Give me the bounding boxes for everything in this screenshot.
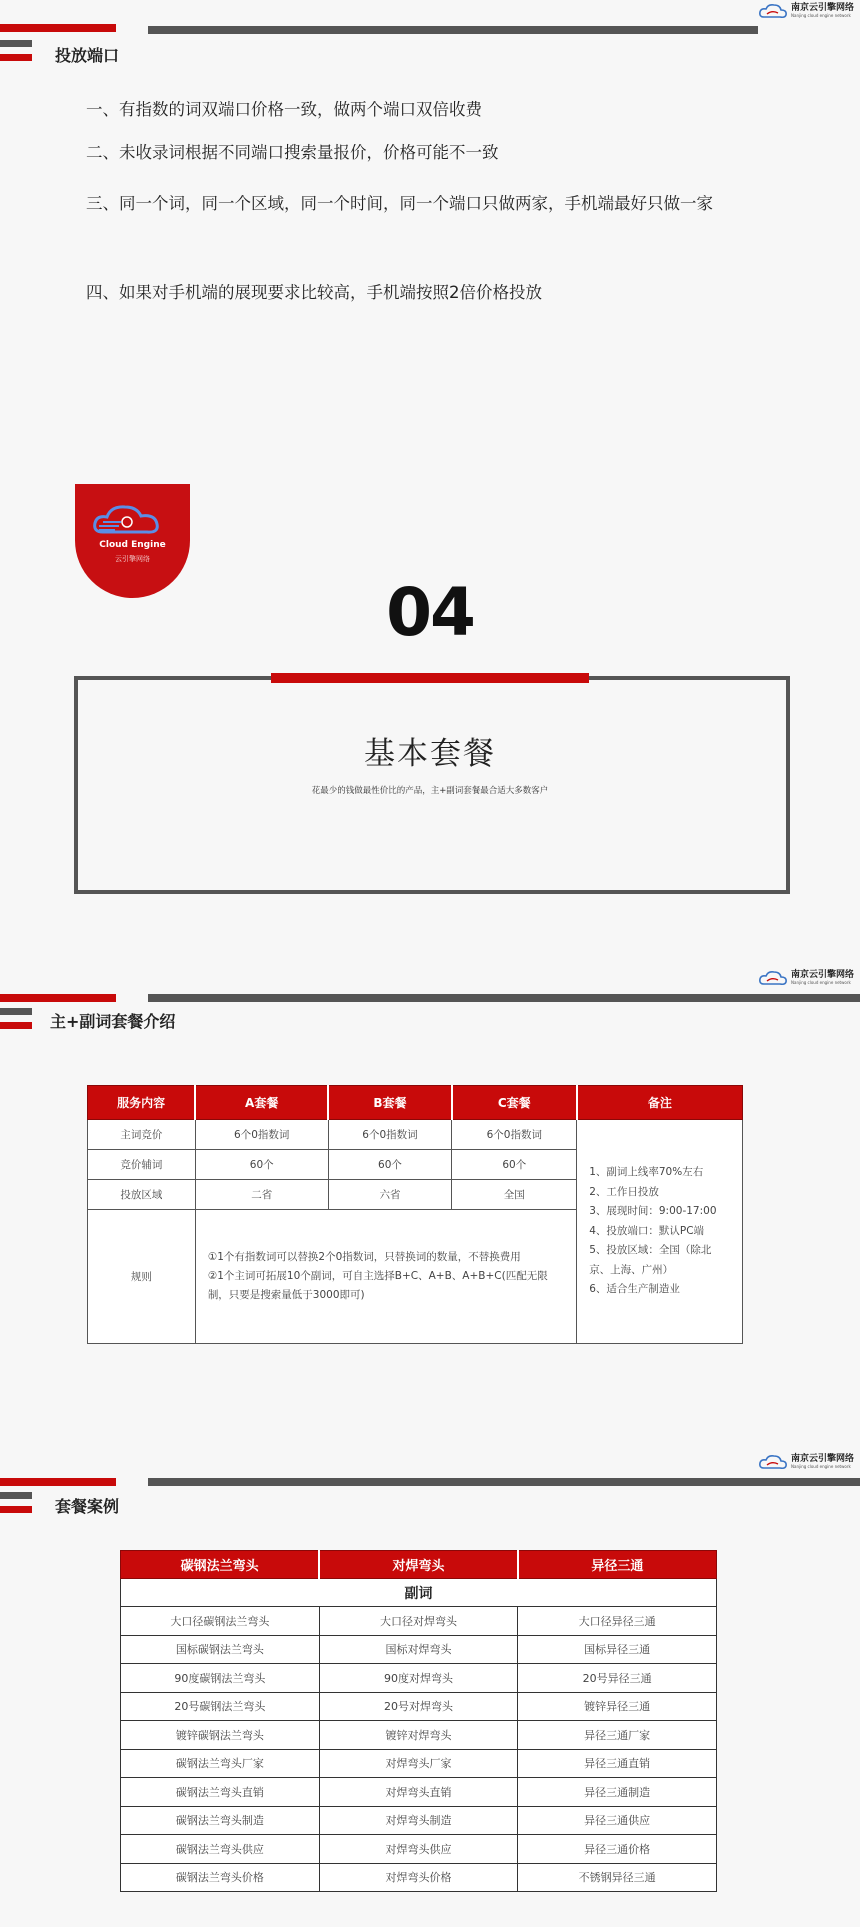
table-cell: 大口径异径三通	[518, 1607, 717, 1636]
table-cell: 国标异径三通	[518, 1635, 717, 1664]
table-cell: 异径三通直销	[518, 1749, 717, 1778]
table-cell: 6个0指数词	[195, 1120, 328, 1150]
header-red-bar	[0, 1478, 116, 1486]
table-cell: 20号对焊弯头	[319, 1692, 518, 1721]
table-cell: 大口径碳钢法兰弯头	[121, 1607, 320, 1636]
table-cell: 碳钢法兰弯头制造	[121, 1806, 320, 1835]
brand-name-en: Nanjing cloud engine network	[791, 980, 851, 985]
table-cell: 碳钢法兰弯头价格	[121, 1863, 320, 1892]
brand-logo	[758, 1453, 860, 1471]
point-2: 二、未收录词根据不同端口搜索量报价，价格可能不一致	[86, 143, 499, 162]
table-row	[88, 1120, 743, 1150]
cloud-icon	[758, 2, 788, 20]
table-cell: 六省	[328, 1180, 452, 1210]
header-keyword-2: 对焊弯头	[319, 1551, 518, 1579]
table-cell: 异径三通供应	[518, 1806, 717, 1835]
table-cell: 二省	[195, 1180, 328, 1210]
brand-name-en: Nanjing cloud engine network	[791, 1464, 851, 1469]
brand-name: 南京云引擎网络	[791, 970, 855, 980]
table-cell: 60个	[328, 1150, 452, 1180]
table-cell: 国标碳钢法兰弯头	[121, 1635, 320, 1664]
table-cell: 对焊弯头厂家	[319, 1749, 518, 1778]
note-item: 6、适合生产制造业	[589, 1283, 680, 1296]
section-subtitle: 花最少的钱做最性价比的产品，主+副词套餐最合适大多数客户	[311, 786, 549, 796]
table-cell: 90度对焊弯头	[319, 1664, 518, 1693]
note-item: 3、展现时间：9:00-17:00	[589, 1205, 717, 1218]
slide-title: 套餐案例	[55, 1497, 120, 1516]
side-gray-bar	[0, 1008, 32, 1015]
table-row	[121, 1749, 717, 1778]
row-label: 规则	[88, 1210, 196, 1344]
row-label: 投放区域	[88, 1180, 196, 1210]
table-row	[121, 1863, 717, 1892]
side-gray-bar	[0, 1492, 32, 1499]
header-keyword-1: 碳钢法兰弯头	[121, 1551, 320, 1579]
table-row	[121, 1635, 717, 1664]
subword-header: 副词	[121, 1579, 717, 1607]
logo-subcaption: 云引擎网络	[115, 555, 150, 563]
rules-cell	[195, 1210, 576, 1344]
header-gray-bar	[148, 994, 860, 1002]
table-cell: 碳钢法兰弯头直销	[121, 1778, 320, 1807]
table-cell: 大口径对焊弯头	[319, 1607, 518, 1636]
side-red-bar	[0, 1022, 32, 1029]
table-row	[121, 1721, 717, 1750]
header-keyword-3: 异径三通	[518, 1551, 717, 1579]
note-item: 1、副词上线率70%左右	[589, 1166, 704, 1179]
slide-title: 主+副词套餐介绍	[50, 1012, 176, 1031]
case-table	[120, 1550, 717, 1892]
header-gray-bar	[148, 1478, 860, 1486]
brand-name: 南京云引擎网络	[791, 1454, 855, 1464]
logo-caption: Cloud Engine	[99, 540, 166, 550]
rule-line: ①1个有指数词可以替换2个0指数词，只替换词的数量，不替换费用	[207, 1251, 521, 1263]
side-red-bar	[0, 54, 32, 61]
header-red-bar	[0, 994, 116, 1002]
table-cell: 对焊弯头制造	[319, 1806, 518, 1835]
point-4: 四、如果对手机端的展现要求比较高，手机端按照2倍价格投放	[86, 283, 542, 302]
table-cell: 20号碳钢法兰弯头	[121, 1692, 320, 1721]
table-row	[121, 1692, 717, 1721]
table-cell: 异径三通厂家	[518, 1721, 717, 1750]
table-cell: 碳钢法兰弯头供应	[121, 1835, 320, 1864]
table-cell: 6个0指数词	[452, 1120, 577, 1150]
point-1: 一、有指数的词双端口价格一致，做两个端口双倍收费	[86, 100, 482, 119]
brand-name-en: Nanjing cloud engine network	[791, 13, 851, 18]
table-cell: 镀锌碳钢法兰弯头	[121, 1721, 320, 1750]
header-plan-a: A套餐	[195, 1086, 328, 1120]
table-cell: 60个	[195, 1150, 328, 1180]
table-cell: 90度碳钢法兰弯头	[121, 1664, 320, 1693]
side-gray-bar	[0, 40, 32, 47]
table-cell: 20号异径三通	[518, 1664, 717, 1693]
note-item: 4、投放端口：默认PC端	[589, 1224, 705, 1237]
table-cell: 异径三通制造	[518, 1778, 717, 1807]
brand-name: 南京云引擎网络	[791, 3, 855, 13]
cloud-icon	[758, 969, 788, 987]
brand-logo	[758, 2, 860, 20]
table-cell: 不锈钢异径三通	[518, 1863, 717, 1892]
table-cell: 镀锌对焊弯头	[319, 1721, 518, 1750]
table-cell: 异径三通价格	[518, 1835, 717, 1864]
frame-red-bar	[271, 673, 589, 683]
slide-port	[0, 0, 860, 465]
section-number: 04	[386, 574, 474, 651]
table-cell: 碳钢法兰弯头厂家	[121, 1749, 320, 1778]
row-label: 竞价辅词	[88, 1150, 196, 1180]
header-notes: 备注	[577, 1086, 743, 1120]
side-red-bar	[0, 1506, 32, 1513]
table-cell: 对焊弯头价格	[319, 1863, 518, 1892]
table-row	[121, 1835, 717, 1864]
row-label: 主词竞价	[88, 1120, 196, 1150]
table-cell: 国标对焊弯头	[319, 1635, 518, 1664]
table-row	[121, 1778, 717, 1807]
table-cell: 全国	[452, 1180, 577, 1210]
cloud-icon	[758, 1453, 788, 1471]
slide-title: 投放端口	[55, 46, 120, 65]
table-cell: 镀锌异径三通	[518, 1692, 717, 1721]
notes-cell	[577, 1120, 743, 1344]
table-row	[121, 1607, 717, 1636]
table-row	[121, 1806, 717, 1835]
header-red-bar	[0, 24, 116, 32]
package-table	[87, 1085, 743, 1344]
header-gray-bar	[148, 26, 758, 34]
cloud-engine-icon	[75, 486, 190, 546]
header-plan-b: B套餐	[328, 1086, 452, 1120]
table-row	[121, 1664, 717, 1693]
header-service: 服务内容	[88, 1086, 196, 1120]
point-3: 三、同一个词，同一个区域，同一个时间，同一个端口只做两家，手机端最好只做一家	[86, 194, 713, 213]
table-cell: 对焊弯头供应	[319, 1835, 518, 1864]
note-item: 2、工作日投放	[589, 1185, 659, 1198]
brand-logo	[758, 969, 860, 987]
table-cell: 6个0指数词	[328, 1120, 452, 1150]
section-title: 基本套餐	[364, 736, 496, 772]
table-cell: 60个	[452, 1150, 577, 1180]
table-cell: 对焊弯头直销	[319, 1778, 518, 1807]
rule-line: ②1个主词可拓展10个副词，可自主选择B+C、A+B、A+B+C(匹配无限制，只要是搜索量低于3000即可)	[207, 1270, 548, 1301]
header-plan-c: C套餐	[452, 1086, 577, 1120]
note-item: 5、投放区域：全国（除北京、上海、广州）	[589, 1244, 712, 1276]
